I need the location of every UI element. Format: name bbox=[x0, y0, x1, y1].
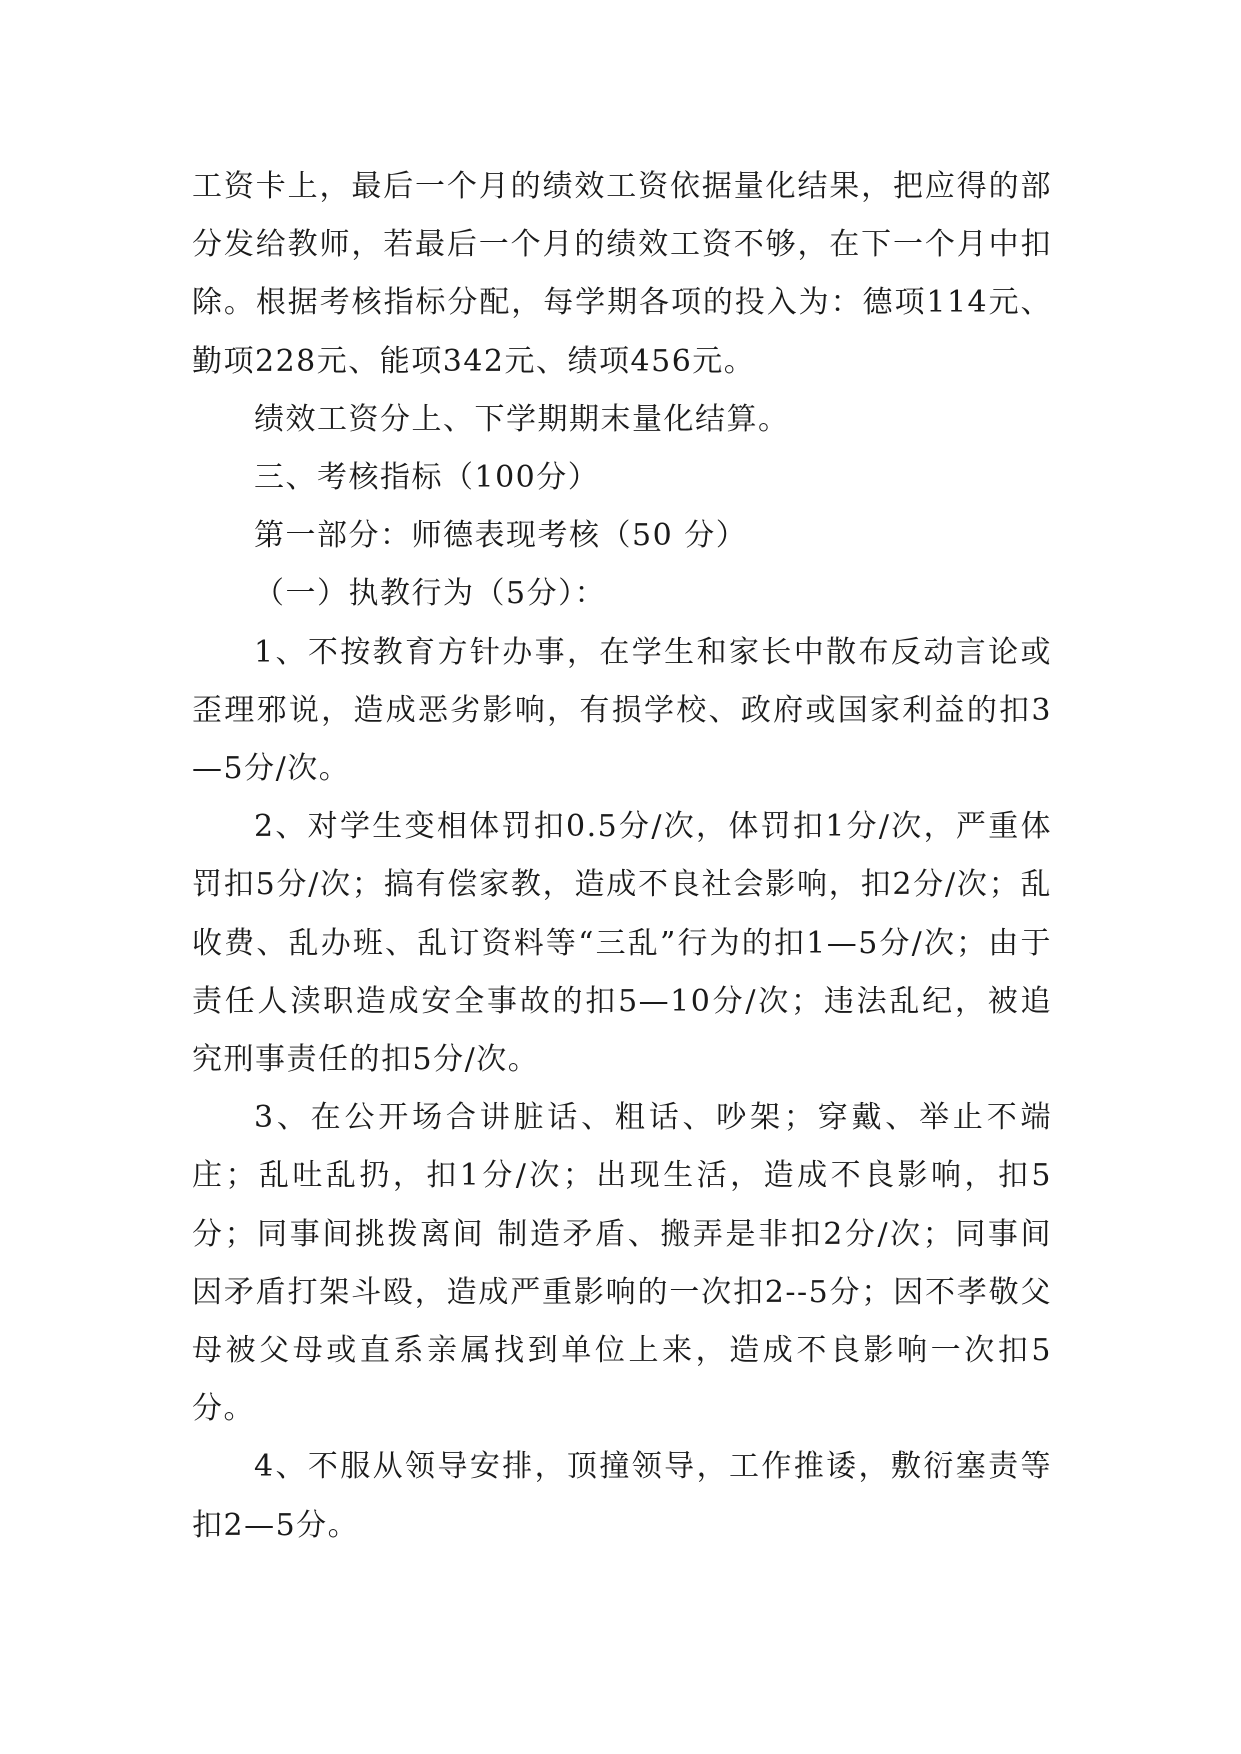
rule-item-2: 2、对学生变相体罚扣0.5分/次，体罚扣1分/次，严重体罚扣5分/次；搞有偿家教，造成不良社会影响，扣2分/次；乱收费、乱办班、乱订资料等“三乱”行为的扣1—5分/次；由于责任人渎职造成安全事故的扣5—10分/次；违法乱纪，被追究刑事责任的扣5分/次。 bbox=[192, 809, 1052, 1078]
subsection-heading-teaching-conduct: （一）执教行为（5分）： bbox=[254, 576, 607, 612]
rule-item-4: 4、不服从领导安排，顶撞领导，工作推诿，敷衍塞责等扣2—5分。 bbox=[192, 1449, 1052, 1543]
part-heading-ethics-assessment: 第一部分：师德表现考核（50 分） bbox=[254, 518, 748, 554]
document-body bbox=[192, 158, 1052, 1555]
rule-item-3: 3、在公开场合讲脏话、粗话、吵架；穿戴、举止不端庄；乱吐乱扔，扣1分/次；出现生活，造成不良影响，扣5分；同事间挑拨离间 制造矛盾、搬弄是非扣2分/次；同事间因矛盾打架斗殴，造成严重影响的一次扣2--5分；因不孝敬父母被父母或直系亲属找到单位上来，造成不良影响一次扣5分。 bbox=[192, 1100, 1052, 1427]
section-heading-assessment-indicators: 三、考核指标（100分） bbox=[254, 460, 600, 496]
paragraph-settlement-note: 绩效工资分上、下学期期末量化结算。 bbox=[254, 401, 790, 437]
paragraph-performance-pay-distribution: 工资卡上，最后一个月的绩效工资依据量化结果，把应得的部分发给教师，若最后一个月的绩效工资不够，在下一个月中扣除。根据考核指标分配，每学期各项的投入为：德项114元、勤项228元、能项342元、绩项456元。 bbox=[192, 169, 1052, 379]
rule-item-1: 1、不按教育方针办事，在学生和家长中散布反动言论或歪理邪说，造成恶劣影响，有损学校、政府或国家利益的扣3—5分/次。 bbox=[192, 634, 1052, 787]
